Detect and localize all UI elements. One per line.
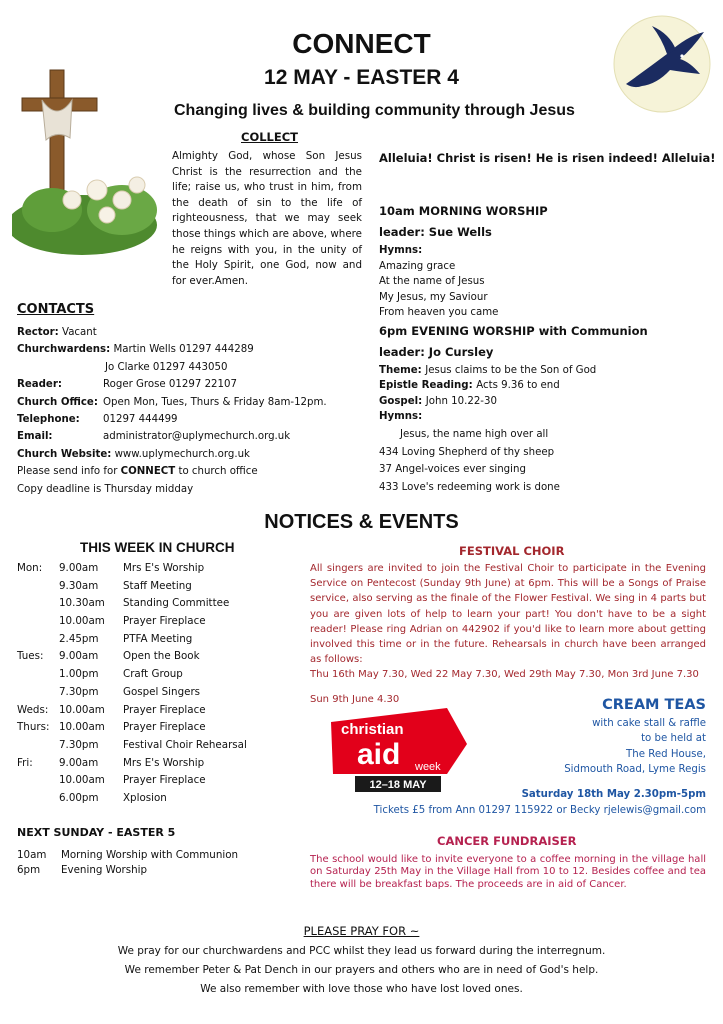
schedule-time: 7.30pm [59, 685, 99, 698]
rector-value: Vacant [62, 327, 97, 338]
office-label: Church Office: [17, 396, 98, 408]
hymn-item: My Jesus, my Saviour [379, 291, 488, 303]
hymn-item: 37 Angel-voices ever singing [379, 464, 526, 475]
cross-with-lilies-image [12, 60, 172, 260]
next-sunday-time: 10am [17, 849, 47, 861]
cancer-fundraiser-heading: CANCER FUNDRAISER [437, 834, 577, 848]
gospel-value: John 10.22-30 [425, 395, 497, 407]
cream-line: Sidmouth Road, Lyme Regis [564, 763, 706, 775]
rector-label: Rector: [17, 327, 59, 338]
schedule-event: Mrs E's Worship [123, 562, 205, 574]
cream-line: to be held at [641, 733, 706, 745]
schedule-event: Open the Book [123, 650, 200, 663]
contacts-heading: CONTACTS [17, 302, 95, 317]
schedule-time: 6.00pm [59, 791, 99, 804]
morning-hymns-label: Hymns: [379, 245, 423, 256]
schedule-time: 9.00am [59, 562, 99, 574]
warden-2: Jo Clarke 01297 443050 [105, 361, 228, 373]
schedule-day: Mon: [17, 562, 43, 574]
ca-week-text: week [415, 761, 441, 773]
hymn-item: 434 Loving Shepherd of thy sheep [379, 446, 555, 458]
schedule-event: Prayer Fireplace [123, 774, 206, 787]
schedule-event: Prayer Fireplace [123, 615, 206, 628]
hymn-item: Amazing grace [379, 260, 456, 272]
please-pray-heading: PLEASE PRAY FOR ~ [303, 924, 420, 938]
schedule-time: 1.00pm [59, 668, 99, 681]
cream-line: The Red House, [626, 748, 706, 760]
schedule-event: PTFA Meeting [123, 632, 193, 645]
schedule-time: 10.00am [59, 774, 105, 787]
email-link[interactable]: administrator@uplymechurch.org.uk [103, 431, 291, 443]
next-sunday-time: 6pm [17, 863, 41, 876]
schedule-event: Prayer Fireplace [123, 703, 206, 716]
page-title: CONNECT [292, 28, 431, 59]
hymn-item: 433 Love's redeeming work is done [379, 481, 560, 493]
cream-teas-heading: CREAM TEAS [602, 697, 706, 713]
festival-choir-text: All singers are invited to join the Festival Choir to participate in the Evening Service on Pentecost (Sunday 9th June) at 6pm. This will be a Songs of Praise service, also serving as the finale of the Flower Festival. We sing in 4 parts but you are given lots of help to learn your part! You don't have to be a sight reader! Please ring Adrian on 442902 if you'd like to learn more about getting involved this time or in the future. Rehearsals in church have been arranged as follows: [310, 563, 706, 666]
festival-choir-dates: Thu 16th May 7.30, Wed 22 May 7.30, Wed 29th May 7.30, Mon 3rd June 7.30 [310, 669, 699, 681]
schedule-event: Prayer Fireplace [123, 721, 206, 734]
schedule-event: Xplosion [123, 791, 167, 804]
office-value: Open Mon, Tues, Thurs & Friday 8am-12pm. [103, 396, 327, 408]
hymn-item: Jesus, the name high over all [400, 428, 549, 440]
cream-teas-block [520, 716, 706, 802]
evening-leader: leader: Jo Cursley [379, 344, 494, 359]
schedule-time: 7.30pm [59, 738, 99, 751]
schedule-time: 9.30am [59, 579, 99, 592]
reader-value: Roger Grose 01297 22107 [103, 379, 237, 391]
collect-text: Almighty God, whose Son Jesus Christ is the resurrection and the life; raise us, who trust in him, from the death of sin to the life of righteousness, that we may seek those things which are above, where he reigns with you, in the unity of the Holy Spirit, one God, now and for ever.Amen. [172, 150, 362, 287]
schedule-event: Craft Group [123, 668, 183, 681]
evening-hymns-label: Hymns: [379, 411, 423, 422]
cream-line: with cake stall & raffle [592, 718, 706, 729]
info-text-pre: Please send info for [17, 466, 121, 478]
tickets-text: Tickets £5 from Ann 01297 115922 or Becky rjelewis@gmail.com [373, 805, 706, 816]
ca-dates-text: 12–18 MAY [369, 779, 427, 791]
next-sunday-event: Morning Worship with Communion [61, 849, 239, 861]
gospel-label: Gospel: [379, 395, 426, 407]
schedule-time: 2.45pm [59, 632, 99, 645]
schedule-time: 10.00am [59, 615, 105, 628]
theme-value: Jesus claims to be the Son of God [425, 364, 597, 376]
prayer-line: We also remember with love those who have lost loved ones. [200, 983, 523, 995]
next-sunday-event: Evening Worship [61, 863, 148, 876]
reader-label: Reader: [17, 379, 62, 391]
prayer-list [0, 942, 723, 999]
schedule-time: 9.00am [59, 650, 99, 663]
evening-worship-title: 6pm EVENING WORSHIP with Communion [379, 323, 648, 338]
wardens-label: Churchwardens: [17, 344, 111, 356]
festival-choir-block [310, 561, 706, 707]
warden-1: Martin Wells 01297 444289 [113, 344, 254, 356]
epistle-label: Epistle Reading: [379, 380, 477, 391]
ca-christian-text: christian [341, 721, 404, 738]
this-week-heading: THIS WEEK IN CHURCH [80, 540, 235, 555]
festival-choir-heading: FESTIVAL CHOIR [459, 544, 565, 558]
schedule-time: 10.00am [59, 703, 105, 716]
contacts-list [17, 324, 337, 498]
hymn-item: From heaven you came [379, 307, 499, 318]
cream-date: Saturday 18th May 2.30pm-5pm [521, 789, 706, 801]
email-label: Email: [17, 431, 53, 443]
theme-label: Theme: [379, 364, 426, 376]
schedule-event: Staff Meeting [123, 579, 192, 592]
schedule-time: 9.00am [59, 756, 99, 769]
notices-heading: NOTICES & EVENTS [264, 511, 459, 533]
worship-services [379, 201, 709, 496]
christian-aid-week-logo [327, 706, 469, 794]
ca-aid-text: aid [357, 738, 401, 771]
page-subtitle: 12 MAY - EASTER 4 [264, 66, 459, 89]
schedule-time: 10.30am [59, 597, 105, 610]
schedule-event: Standing Committee [123, 597, 230, 610]
schedule-event: Gospel Singers [123, 685, 201, 698]
hymn-item: At the name of Jesus [379, 276, 485, 287]
prayer-line: We remember Peter & Pat Dench in our prayers and others who are in need of God's help. [124, 964, 599, 976]
collect-heading: COLLECT [241, 130, 299, 144]
next-sunday-heading: NEXT SUNDAY - EASTER 5 [17, 826, 176, 839]
festival-choir-sunday: Sun 9th June 4.30 [310, 693, 400, 705]
info-text-post: to church office [175, 466, 258, 478]
schedule-day: Fri: [17, 756, 33, 769]
tagline: Changing lives & building community through Jesus [174, 102, 575, 119]
schedule-day: Thurs: [17, 721, 50, 734]
prayer-line: We pray for our churchwardens and PCC whilst they lead us forward during the interregnum. [117, 945, 606, 957]
epistle-value: Acts 9.36 to end [476, 380, 560, 391]
alleluia-text: Alleluia! Christ is risen! He is risen indeed! Alleluia! [379, 151, 716, 165]
morning-leader: leader: Sue Wells [379, 225, 492, 239]
schedule-day: Tues: [17, 650, 44, 663]
schedule-event: Mrs E's Worship [123, 756, 205, 769]
schedule-event: Festival Choir Rehearsal [123, 738, 247, 751]
website-link[interactable]: www.uplymechurch.org.uk [114, 448, 250, 460]
info-text-connect: CONNECT [120, 466, 176, 478]
schedule-day: Weds: [17, 703, 49, 716]
schedule-time: 10.00am [59, 721, 105, 734]
website-label: Church Website: [17, 448, 112, 460]
morning-worship-title: 10am MORNING WORSHIP [379, 204, 548, 218]
phone-value: 01297 444499 [103, 413, 178, 425]
cancer-fundraiser-text: The school would like to invite everyone to a coffee morning in the village hall on Saturday 25th May in the Village Hall from 10 to 12. Besides coffee and tea there will be breakfast baps. The proceeds are in aid of Cancer. [310, 854, 706, 890]
deadline-text: Copy deadline is Thursday midday [17, 483, 194, 495]
phone-label: Telephone: [17, 413, 80, 425]
